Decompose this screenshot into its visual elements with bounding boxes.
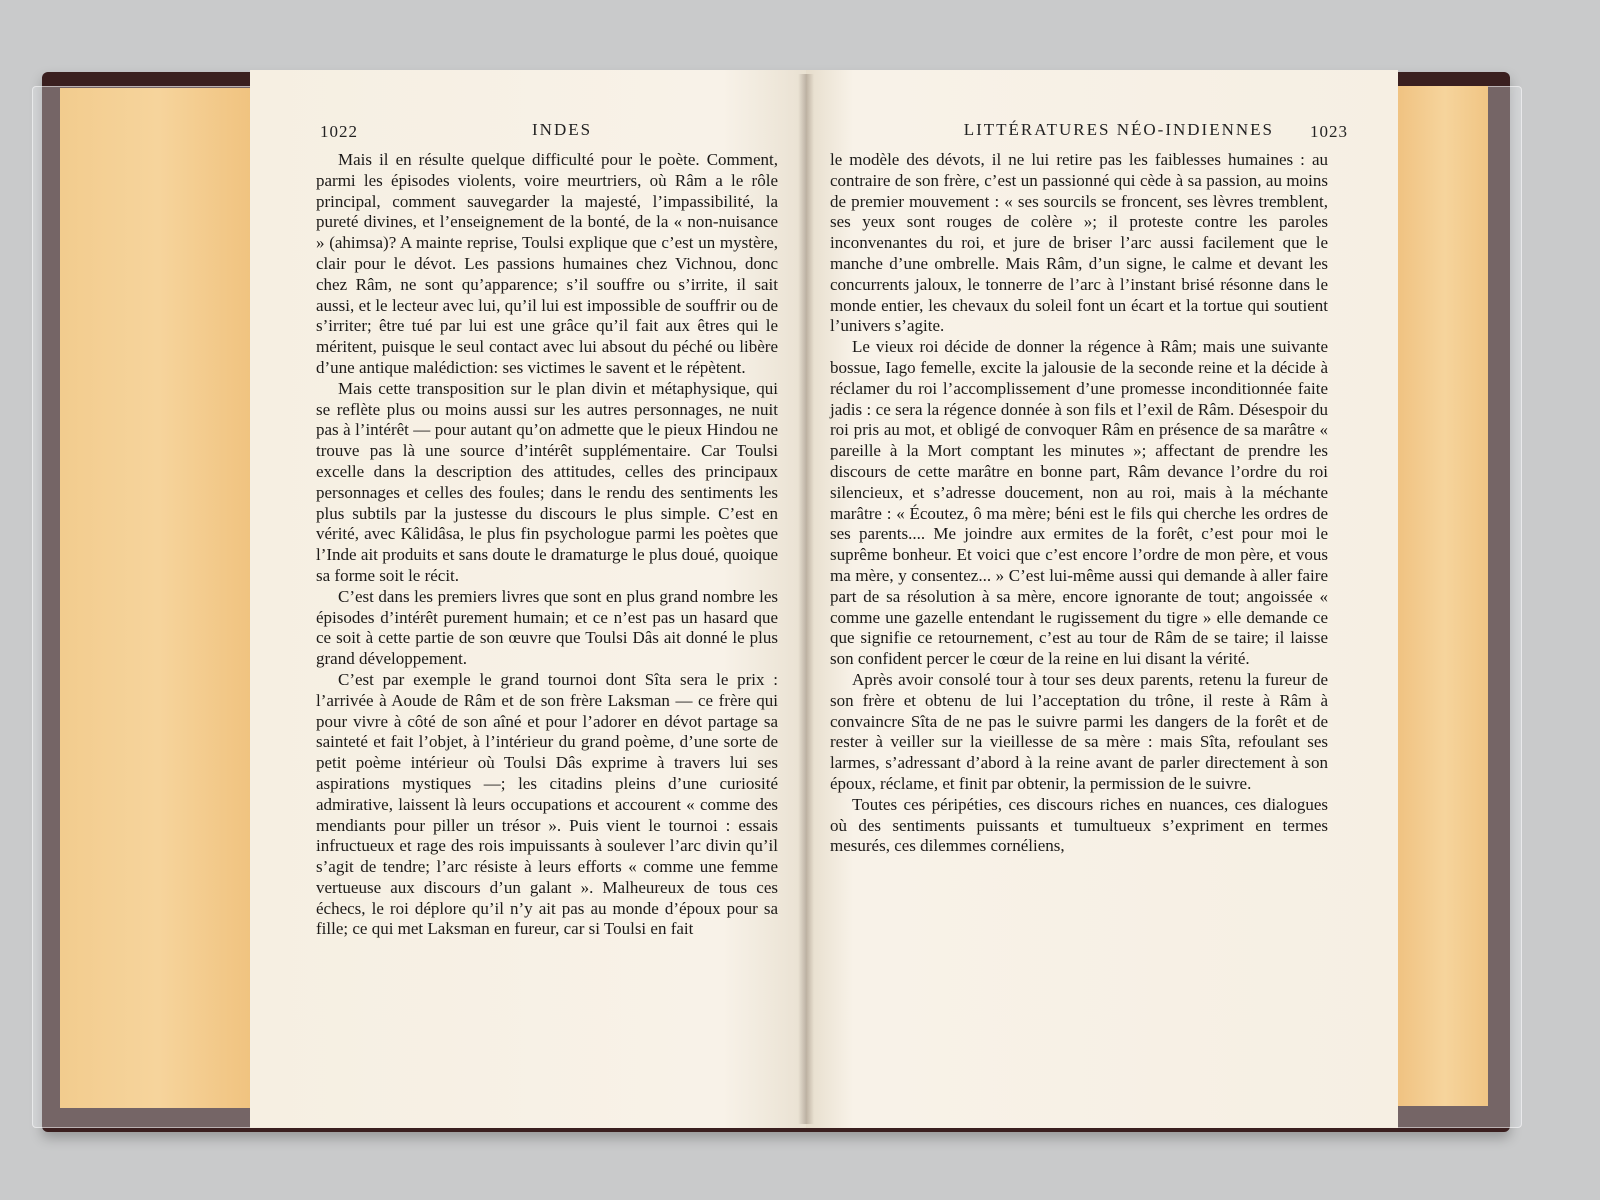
page-edges-left (60, 88, 256, 1108)
paragraph: Mais cette transposition sur le plan divin et métaphysique, qui se reflète plus ou moins aussi sur les autres personnages, ne nuit pas à l’intérêt — pour autant qu’on admette que le pieux Hindou ne trouve pas là une source d’intérêt supplémentaire. Car Toulsi excelle dans la description des attitudes, celles des principaux personnages et celles des foules; dans le rendu des sentiments les plus subtils par la justesse du discours le plus simple. C’est en vérité, avec Kâlidâsa, le plus fin psychologue parmi les poètes que l’Inde ait produits et sans doute le dramaturge le plus doué, quoique sa forme soit le récit. (316, 378, 778, 585)
left-page (250, 70, 806, 1128)
running-title: LITTÉRATURES NÉO-INDIENNES (963, 120, 1274, 139)
page-number: 1022 (320, 122, 358, 141)
book-gutter (798, 74, 814, 1124)
running-title: INDES (532, 120, 593, 139)
page-edges-right (1392, 86, 1488, 1106)
paragraph: Le vieux roi décide de donner la régence à Râm; mais une suivante bossue, Iago femelle, excite la jalousie de la seconde reine et la décide à réclamer du roi l’accomplissement d’une promesse inconditionnée faite jadis : ce sera la régence donnée à son fils et l’exil de Râm. Désespoir du roi pris au mot, et obligé de convoquer Râm en présence de sa marâtre « pareille à la Mort comptant les minutes »; affectant de prendre les discours de cette marâtre en bonne part, Râm devance l’ordre du roi silencieux, et s’adresse doucement, non au roi, mais à la méchante marâtre : « Écoutez, ô ma mère; béni est le fils qui cherche les ordres de ses parents.... Me joindre aux ermites de la forêt, c’est pour moi le suprême bonheur. Et voici que c’est encore l’ordre de mon père, et vous ma mère, y consentez... » C’est lui-même aussi qui demande à aller faire part de sa résolution à sa mère, encore ignorante de tout; angoissée « comme une gazelle entendant le rugissement du tigre » elle demande ce que signifie ce retournement, c’est au tour de Râm de se taire; il laisse son confident percer le cœur de la reine en lui disant la vérité. (830, 337, 1328, 669)
paragraph: Mais il en résulte quelque difficulté pour le poète. Comment, parmi les épisodes violents, voire meurtriers, où Râm a le rôle principal, comment sauvegarder la majesté, l’impassibilité, la pureté divines, et l’enseignement de la bonté, de la « non-nuisance » (ahimsa)? A mainte reprise, Toulsi explique que c’est un mystère, clair pour le dévot. Les passions humaines chez Vichnou, donc chez Râm, ne sont qu’apparence; s’il souffre ou s’irrite, il sait aussi, et le lecteur avec lui, qu’il lui est impossible de souffrir ou de s’irriter; être tué par lui est une grâce qu’il fait aux êtres qui le méritent, puisque le seul contact avec lui absout du péché ou libère d’une antique malédiction: ses victimes le savent et le répètent. (316, 150, 778, 377)
right-page-text (830, 150, 1328, 857)
paragraph: Après avoir consolé tour à tour ses deux parents, retenu la fureur de son frère et obtenu de lui l’acceptation du trône, il reste à Râm à convaincre Sîta de ne pas le suivre parmi les dangers de la forêt et de rester à veiller sur la vieillesse de sa mère : mais Sîta, refoulant ses larmes, s’adressant d’abord à la reine avant de parler directement à son époux, réclame, et finit par obtenir, la permission de le suivre. (830, 669, 1328, 793)
right-page (806, 70, 1398, 1128)
left-page-text (316, 150, 778, 940)
paragraph: C’est par exemple le grand tournoi dont Sîta sera le prix : l’arrivée à Aoude de Râm et de son frère Laksman — ce frère qui pour vivre à côté de son aîné et pour l’adorer en dévot partage sa sainteté et fait l’objet, à l’intérieur du grand poème, d’une sorte de petit poème intérieur où Toulsi Dâs exprime à travers lui ses aspirations mystiques —; les citadins pleins d’une curiosité admirative, laissent là leurs occupations et accourent « comme des mendiants pour piller un trésor ». Puis vient le tournoi : essais infructueux et rage des rois impuissants à soulever l’arc divin qu’il s’agit de tendre; l’arc résiste à leurs efforts « comme une femme vertueuse aux discours d’un galant ». Malheureux de tous ces échecs, le roi déplore qu’il n’y ait pas au monde d’époux pour sa fille; ce qui met Laksman en fureur, car si Toulsi en fait (316, 669, 778, 939)
paragraph: C’est dans les premiers livres que sont en plus grand nombre les épisodes d’intérêt purement humain; et ce n’est pas un hasard que ce soit à cette partie de son œuvre que Toulsi Dâs ait donné le plus grand développement. (316, 586, 778, 669)
paragraph: Toutes ces péripéties, ces discours riches en nuances, ces dialogues où des sentiments puissants et tumultueux s’expriment en termes mesurés, ces dilemmes cornéliens, (830, 794, 1328, 856)
page-number: 1023 (1310, 122, 1348, 141)
paragraph: le modèle des dévots, il ne lui retire pas les faiblesses humaines : au contraire de son frère, c’est un passionné qui cède à sa passion, au moins de premier mouvement : « ses sourcils se froncent, ses lèvres tremblent, ses yeux sont rouges de colère »; il proteste contre les paroles inconvenantes du roi, et jure de briser l’arc aussi facilement que le manche d’une ombrelle. Mais Râm, d’un signe, le calme et devant les concurrents jaloux, le tonnerre de l’arc à l’instant brisé résonne dans le monde entier, les chevaux du soleil font un écart et la tortue qui soutient l’univers s’agite. (830, 150, 1328, 336)
